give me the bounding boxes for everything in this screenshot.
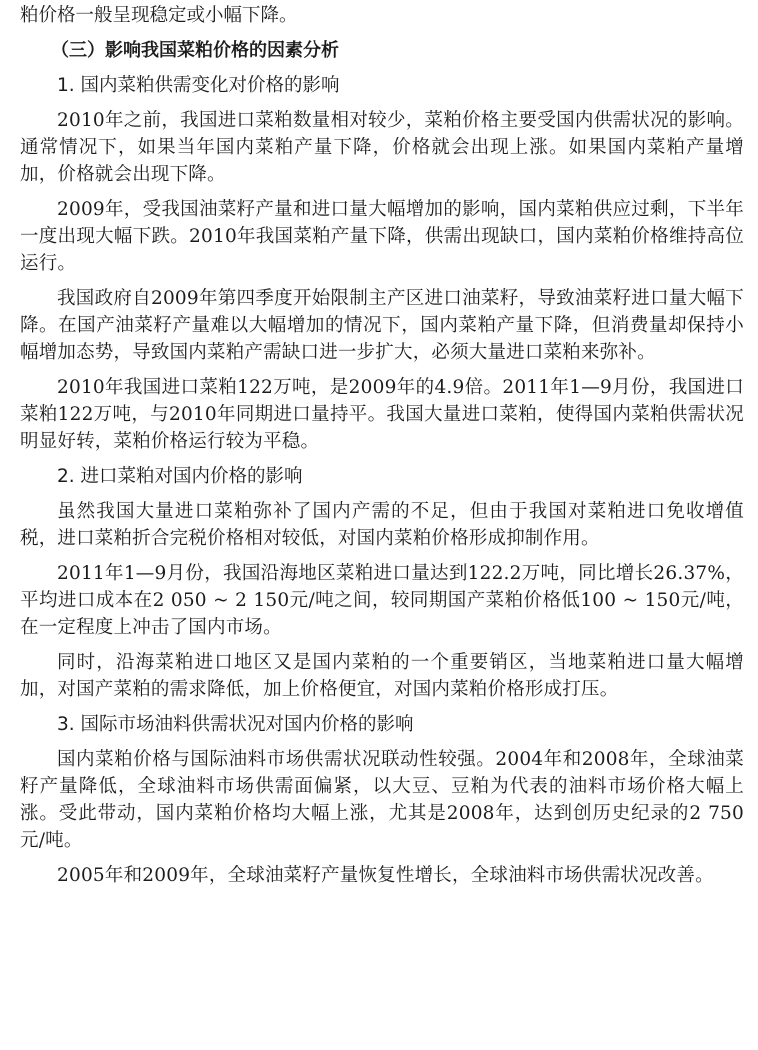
paragraph: 2010年之前，我国进口菜粕数量相对较少，菜粕价格主要受国内供需状况的影响。通常情况下，如果当年国内菜粕产量下降，价格就会出现上涨。如果国内菜粕产量增加，价格就会出现下降。 xyxy=(20,110,744,185)
paragraph: 同时，沿海菜粕进口地区又是国内菜粕的一个重要销区，当地菜粕进口量大幅增加，对国产菜粕的需求降低，加上价格便宜，对国内菜粕价格形成打压。 xyxy=(20,652,744,700)
subsection-heading-1: 1. 国内菜粕供需变化对价格的影响 xyxy=(57,75,340,96)
paragraph: 2005年和2009年，全球油菜籽产量恢复性增长，全球油料市场供需状况改善。 xyxy=(57,865,714,886)
continuation-line: 粕价格一般呈现稳定或小幅下降。 xyxy=(20,5,298,26)
paragraph: 2009年，受我国油菜籽产量和进口量大幅增加的影响，国内菜粕供应过剩，下半年一度出现大幅下跌。2010年我国菜粕产量下降，供需出现缺口，国内菜粕价格维持高位运行。 xyxy=(20,199,744,274)
paragraph: 我国政府自2009年第四季度开始限制主产区进口油菜籽，导致油菜籽进口量大幅下降。在国产油菜籽产量难以大幅增加的情况下，国内菜粕产量下降，但消费量却保持小幅增加态势，导致国内菜粕产需缺口进一步扩大，必须大量进口菜粕来弥补。 xyxy=(20,288,744,363)
subsection-heading-2: 2. 进口菜粕对国内价格的影响 xyxy=(57,466,303,487)
section-heading: （三）影响我国菜粕价格的因素分析 xyxy=(51,40,339,61)
subsection-heading-3: 3. 国际市场油料供需状况对国内价格的影响 xyxy=(57,714,414,735)
paragraph: 2011年1—9月份，我国沿海地区菜粕进口量达到122.2万吨，同比增长26.37%，平均进口成本在2 050 ~ 2 150元/吨之间，较同期国产菜粕价格低100 ~ 150元/吨，在一定程度上冲击了国内市场。 xyxy=(20,563,744,638)
paragraph: 2010年我国进口菜粕122万吨，是2009年的4.9倍。2011年1—9月份，我国进口菜粕122万吨，与2010年同期进口量持平。我国大量进口菜粕，使得国内菜粕供需状况明显好转，菜粕价格运行较为平稳。 xyxy=(20,377,744,452)
paragraph: 国内菜粕价格与国际油料市场供需状况联动性较强。2004年和2008年，全球油菜籽产量降低，全球油料市场供需面偏紧，以大豆、豆粕为代表的油料市场价格大幅上涨。受此带动，国内菜粕价格均大幅上涨，尤其是2008年，达到创历史纪录的2 750元/吨。 xyxy=(20,749,744,851)
paragraph: 虽然我国大量进口菜粕弥补了国内产需的不足，但由于我国对菜粕进口免收增值税，进口菜粕折合完税价格相对较低，对国内菜粕价格形成抑制作用。 xyxy=(20,501,744,549)
